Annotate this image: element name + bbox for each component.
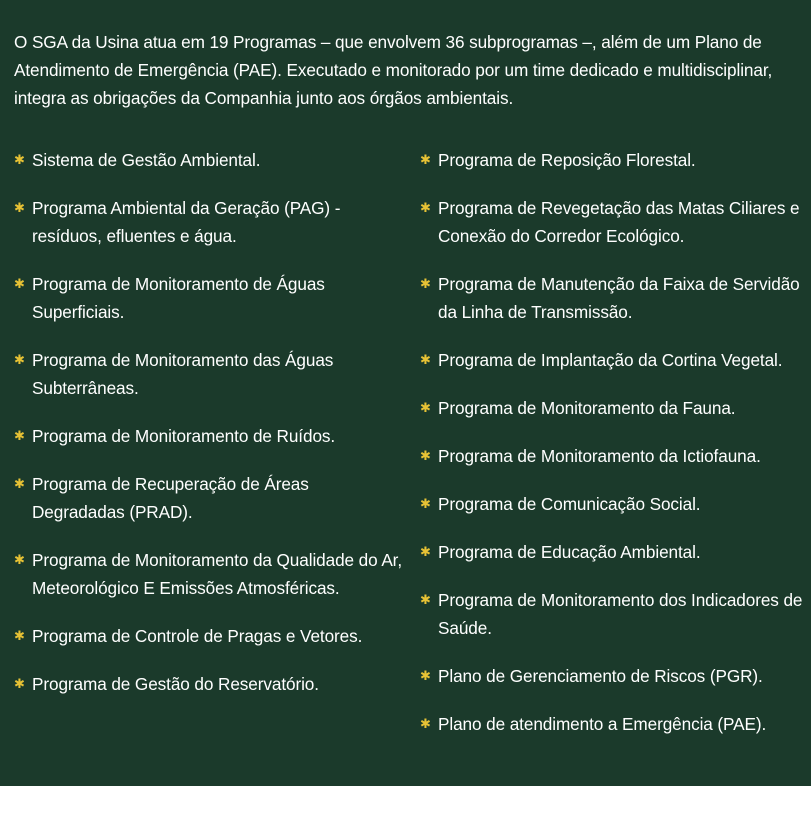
asterisk-icon: ✱	[14, 676, 25, 691]
intro-paragraph: O SGA da Usina atua em 19 Programas – que envolvem 36 subprogramas –, além de um Plano de Atendimento de Emergência (PAE). Executado e monitorado por um time dedicado e multidisciplinar, integra as obrigações da Companhia junto aos órgãos ambientais.	[14, 32, 773, 108]
asterisk-icon: ✱	[14, 552, 25, 567]
list-item	[420, 270, 811, 326]
list-item	[420, 442, 811, 470]
list-item-label: Programa de Educação Ambiental.	[438, 542, 701, 562]
list-item	[420, 586, 811, 642]
list-item	[420, 538, 811, 566]
list-item-label: Programa de Comunicação Social.	[438, 494, 701, 514]
list-item	[420, 346, 811, 374]
list-item	[420, 394, 811, 422]
list-item-label: Programa de Revegetação das Matas Ciliares e Conexão do Corredor Ecológico.	[438, 198, 800, 246]
programs-list-right	[420, 146, 811, 758]
list-item-label: Programa de Reposição Florestal.	[438, 150, 696, 170]
list-item	[14, 346, 406, 402]
list-item	[14, 270, 406, 326]
asterisk-icon: ✱	[420, 152, 431, 167]
asterisk-icon: ✱	[14, 476, 25, 491]
list-item-label: Programa de Monitoramento das Águas Subterrâneas.	[32, 350, 334, 398]
asterisk-icon: ✱	[14, 200, 25, 215]
list-item-label: Programa de Implantação da Cortina Vegetal.	[438, 350, 783, 370]
list-item-label: Programa de Manutenção da Faixa de Servidão da Linha de Transmissão.	[438, 274, 800, 322]
list-item	[420, 194, 811, 250]
list-item	[14, 422, 406, 450]
asterisk-icon: ✱	[420, 716, 431, 731]
list-item	[420, 710, 811, 738]
asterisk-icon: ✱	[14, 152, 25, 167]
list-item-label: Programa de Monitoramento de Águas Superficiais.	[32, 274, 325, 322]
asterisk-icon: ✱	[420, 400, 431, 415]
asterisk-icon: ✱	[14, 628, 25, 643]
asterisk-icon: ✱	[420, 352, 431, 367]
asterisk-icon: ✱	[14, 428, 25, 443]
asterisk-icon: ✱	[420, 276, 431, 291]
list-item	[14, 146, 406, 174]
asterisk-icon: ✱	[420, 668, 431, 683]
list-item-label: Programa de Gestão do Reservatório.	[32, 674, 319, 694]
list-item-label: Plano de Gerenciamento de Riscos (PGR).	[438, 666, 763, 686]
list-item	[14, 194, 406, 250]
list-item-label: Programa de Monitoramento da Qualidade do Ar, Meteorológico E Emissões Atmosféricas.	[32, 550, 403, 598]
list-item	[420, 146, 811, 174]
list-item-label: Programa de Controle de Pragas e Vetores.	[32, 626, 363, 646]
list-item-label: Plano de atendimento a Emergência (PAE).	[438, 714, 767, 734]
asterisk-icon: ✱	[420, 544, 431, 559]
list-item-label: Programa de Monitoramento da Ictiofauna.	[438, 446, 761, 466]
asterisk-icon: ✱	[420, 448, 431, 463]
asterisk-icon: ✱	[420, 200, 431, 215]
list-item-label: Sistema de Gestão Ambiental.	[32, 150, 261, 170]
list-item	[14, 670, 406, 698]
programs-list-left	[14, 146, 406, 718]
asterisk-icon: ✱	[14, 276, 25, 291]
asterisk-icon: ✱	[14, 352, 25, 367]
asterisk-icon: ✱	[420, 592, 431, 607]
list-item-label: Programa de Recuperação de Áreas Degradadas (PRAD).	[32, 474, 309, 522]
asterisk-icon: ✱	[420, 496, 431, 511]
list-item	[420, 490, 811, 518]
list-item	[420, 662, 811, 690]
list-item-label: Programa de Monitoramento dos Indicadores de Saúde.	[438, 590, 803, 638]
list-item-label: Programa de Monitoramento de Ruídos.	[32, 426, 336, 446]
list-item	[14, 470, 406, 526]
list-item-label: Programa Ambiental da Geração (PAG) - resíduos, efluentes e água.	[32, 198, 341, 246]
list-item-label: Programa de Monitoramento da Fauna.	[438, 398, 736, 418]
list-item	[14, 622, 406, 650]
list-item	[14, 546, 406, 602]
